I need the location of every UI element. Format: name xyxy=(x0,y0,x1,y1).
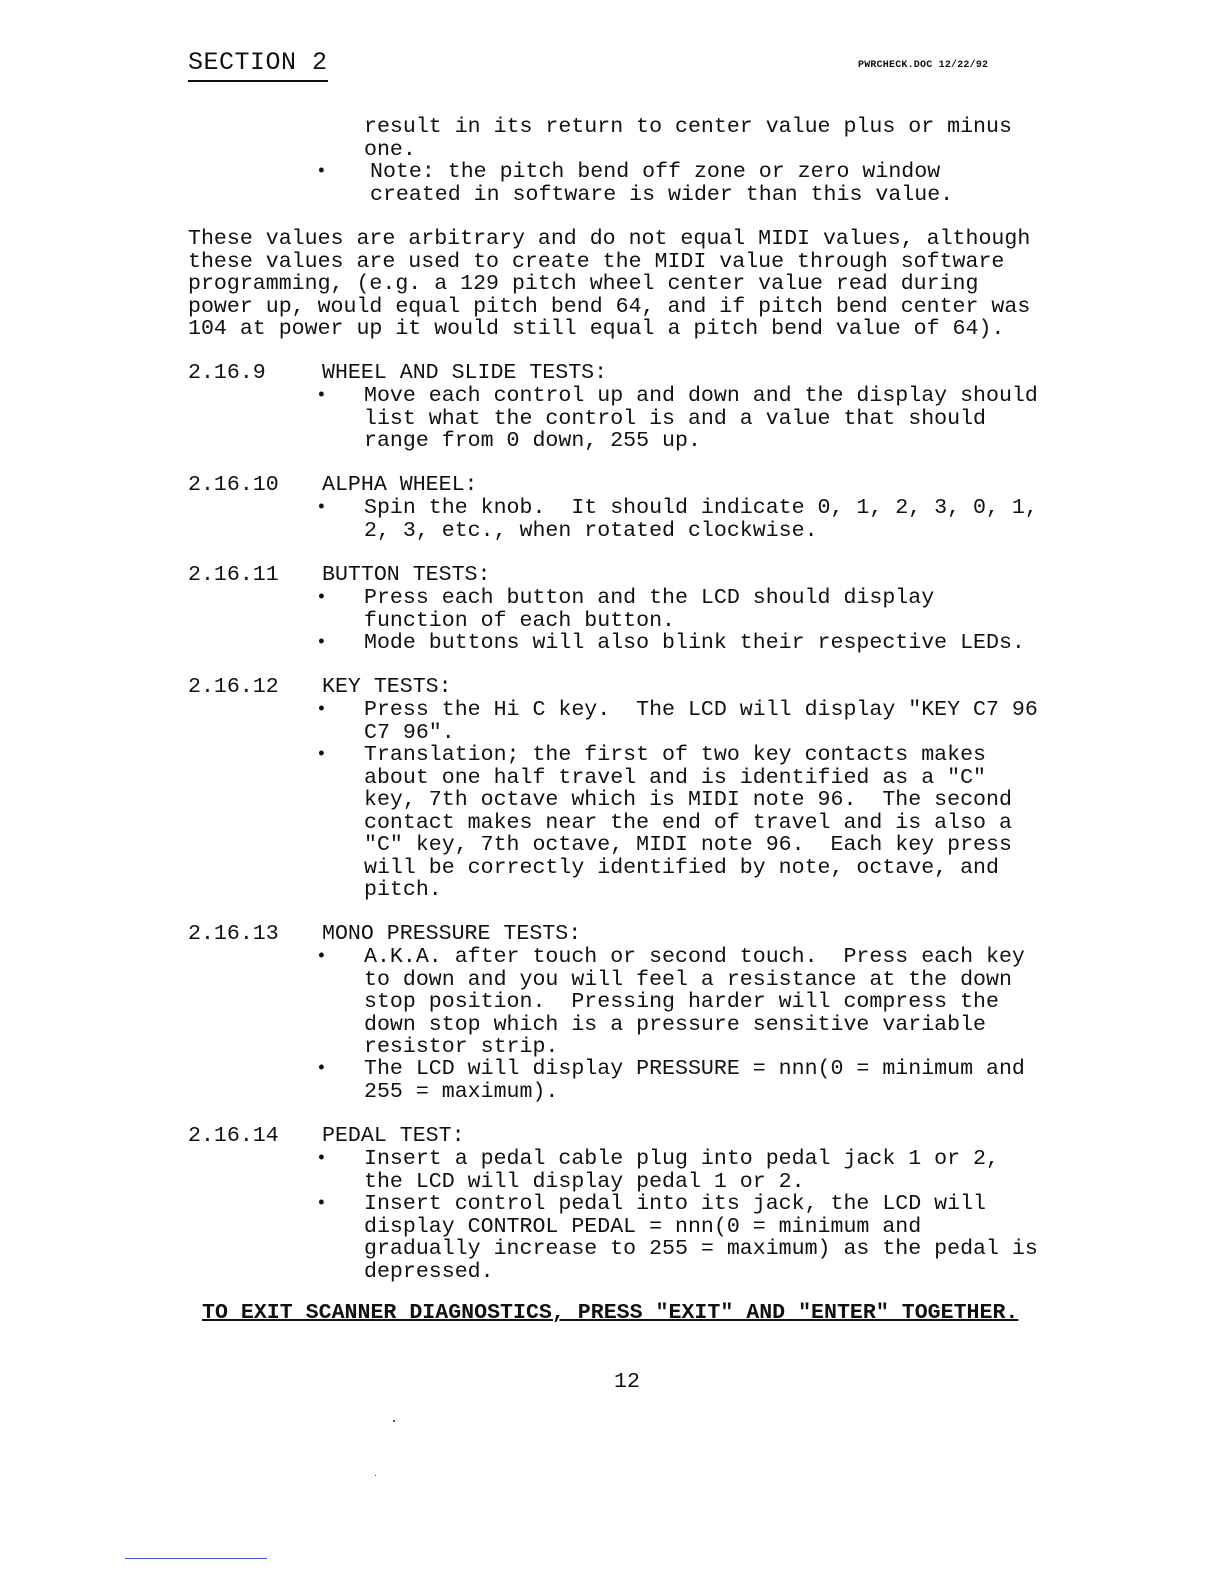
text-line: Mode buttons will also blink their respective LEDs. xyxy=(364,631,1025,655)
text-line: list what the control is and a value that should xyxy=(364,406,987,431)
bullet-icon: • xyxy=(316,1149,327,1169)
bullet-icon: • xyxy=(316,947,327,967)
section-title: ALPHA WHEEL: xyxy=(322,473,478,497)
section-heading: SECTION 2 xyxy=(188,48,328,82)
bullet-icon: • xyxy=(316,1194,327,1214)
bullet-icon: • xyxy=(316,633,327,653)
bullet-text xyxy=(364,497,1038,542)
scan-speck xyxy=(393,1420,395,1422)
bullet-icon: • xyxy=(316,700,327,720)
text-line: Insert a pedal cable plug into pedal jack 1 or 2, xyxy=(364,1147,999,1171)
bullet-text xyxy=(364,632,1025,655)
text-line: key, 7th octave which is MIDI note 96. The second xyxy=(364,788,1012,812)
text-line: to down and you will feel a resistance at the down xyxy=(364,967,1012,992)
bullet-text xyxy=(364,1058,1025,1103)
page-number: 12 xyxy=(614,1370,640,1394)
scan-speck xyxy=(375,1475,376,1476)
section-number: 2.16.10 xyxy=(188,473,279,497)
text-line: one. xyxy=(364,137,416,162)
exit-instruction: TO EXIT SCANNER DIAGNOSTICS, PRESS "EXIT" AND "ENTER" TOGETHER. xyxy=(202,1301,1019,1325)
text-line: These values are arbitrary and do not equal MIDI values, although xyxy=(188,227,1031,251)
section-title: KEY TESTS: xyxy=(322,675,452,699)
text-line: display CONTROL PEDAL = nnn(0 = minimum and xyxy=(364,1214,922,1239)
bullet-icon: • xyxy=(316,498,327,518)
text-line: Insert control pedal into its jack, the LCD will xyxy=(364,1192,987,1216)
bullet-icon: • xyxy=(316,745,327,765)
bullet-icon: • xyxy=(316,386,327,406)
text-line: depressed. xyxy=(364,1259,494,1284)
text-line: stop position. Pressing harder will compress the xyxy=(364,990,999,1014)
section-number: 2.16.13 xyxy=(188,922,279,946)
text-line: created in software is wider than this value. xyxy=(370,182,954,207)
text-line: the LCD will display pedal 1 or 2. xyxy=(364,1169,805,1194)
section-title: BUTTON TESTS: xyxy=(322,563,491,587)
bullet-icon: • xyxy=(316,1059,327,1079)
text-line: contact makes near the end of travel and is also a xyxy=(364,810,1012,835)
section-number: 2.16.11 xyxy=(188,563,279,587)
bullet-text xyxy=(364,744,1012,902)
section-number: 2.16.12 xyxy=(188,675,279,699)
text-line: programming, (e.g. a 129 pitch wheel center value read during xyxy=(188,272,979,296)
section-title: WHEEL AND SLIDE TESTS: xyxy=(322,361,608,385)
text-line: 255 = maximum). xyxy=(364,1079,559,1104)
bullet-icon: • xyxy=(316,162,327,182)
text-line: The LCD will display PRESSURE = nnn(0 = minimum and xyxy=(364,1057,1025,1081)
midi-values-paragraph xyxy=(188,228,1030,341)
text-line: result in its return to center value plus or minus xyxy=(364,115,1012,139)
bullet-text xyxy=(364,587,934,632)
bullet-text xyxy=(364,699,1038,744)
text-line: Press each button and the LCD should display xyxy=(364,586,935,610)
text-line: 2, 3, etc., when rotated clockwise. xyxy=(364,518,818,543)
intro-note xyxy=(370,161,953,206)
text-line: Spin the knob. It should indicate 0, 1, 2, 3, 0, 1, xyxy=(364,496,1038,520)
text-line: resistor strip. xyxy=(364,1035,559,1059)
text-line: these values are used to create the MIDI value through software xyxy=(188,249,1005,274)
text-line: will be correctly identified by note, octave, and xyxy=(364,855,999,880)
intro-continuation xyxy=(364,116,1012,161)
bullet-icon: • xyxy=(316,588,327,608)
footnote-rule xyxy=(125,1558,267,1559)
text-line: Translation; the first of two key contacts makes xyxy=(364,743,987,767)
text-line: pitch. xyxy=(364,878,442,902)
section-title: MONO PRESSURE TESTS: xyxy=(322,922,582,946)
text-line: C7 96". xyxy=(364,720,455,745)
bullet-text xyxy=(364,946,1025,1059)
text-line: range from 0 down, 255 up. xyxy=(364,429,701,453)
text-line: gradually increase to 255 = maximum) as the pedal is xyxy=(364,1237,1038,1261)
text-line: power up, would equal pitch bend 64, and if pitch bend center was xyxy=(188,294,1031,319)
bullet-text xyxy=(364,385,1038,453)
section-number: 2.16.14 xyxy=(188,1124,279,1148)
text-line: Move each control up and down and the display should xyxy=(364,384,1038,408)
bullet-text xyxy=(364,1148,999,1193)
text-line: down stop which is a pressure sensitive variable xyxy=(364,1012,987,1037)
section-number: 2.16.9 xyxy=(188,361,266,385)
file-reference: PWRCHECK.DOC 12/22/92 xyxy=(858,60,989,71)
text-line: Note: the pitch bend off zone or zero window xyxy=(370,160,941,184)
bullet-text xyxy=(364,1193,1038,1283)
text-line: "C" key, 7th octave, MIDI note 96. Each key press xyxy=(364,833,1012,857)
text-line: about one half travel and is identified as a "C" xyxy=(364,765,987,790)
text-line: Press the Hi C key. The LCD will display "KEY C7 96 xyxy=(364,698,1038,722)
text-line: A.K.A. after touch or second touch. Press each key xyxy=(364,945,1025,969)
text-line: function of each button. xyxy=(364,608,676,633)
text-line: 104 at power up it would still equal a pitch bend value of 64). xyxy=(188,317,1005,341)
section-title: PEDAL TEST: xyxy=(322,1124,465,1148)
